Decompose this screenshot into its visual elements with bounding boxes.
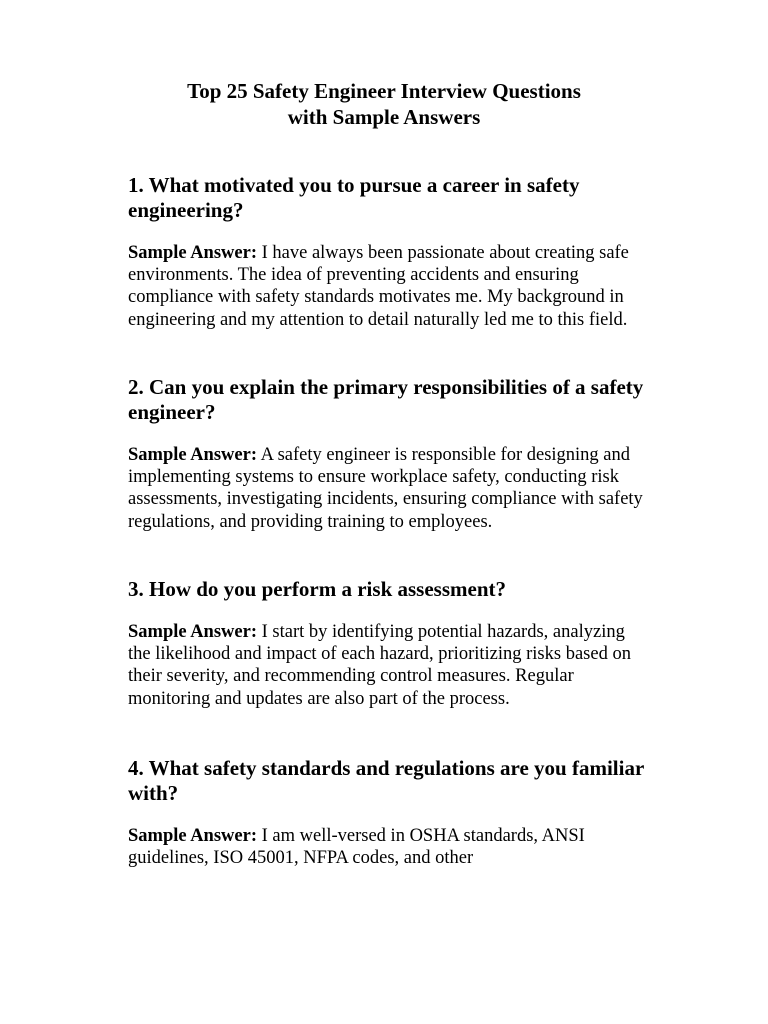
document-title bbox=[128, 78, 640, 130]
answer-text: I have always been passionate about creating safe environments. The idea of preventing accidents and ensuring compliance with safety standards motivates me. My background in engineering and my attention to detail naturally led me to this field. bbox=[128, 243, 629, 330]
question-1: 1. What motivated you to pursue a career in safety engineering? bbox=[128, 173, 580, 222]
answer-3 bbox=[128, 621, 648, 710]
answer-label: Sample Answer: bbox=[128, 243, 257, 263]
answer-label: Sample Answer: bbox=[128, 622, 257, 642]
answer-1 bbox=[128, 242, 648, 331]
question-3: 3. How do you perform a risk assessment? bbox=[128, 577, 506, 601]
qa-item-2 bbox=[128, 375, 648, 533]
answer-label: Sample Answer: bbox=[128, 445, 257, 465]
answer-text: I start by identifying potential hazards, analyzing the likelihood and impact of each hazard, prioritizing risks based on their severity, and recommending control measures. Regular monitoring and updates are also part of the process. bbox=[128, 622, 631, 709]
answer-4 bbox=[128, 825, 648, 869]
answer-2 bbox=[128, 444, 648, 533]
question-4: 4. What safety standards and regulations are you familiar with? bbox=[128, 756, 644, 805]
qa-item-4 bbox=[128, 756, 648, 869]
qa-item-3 bbox=[128, 577, 648, 710]
answer-text: A safety engineer is responsible for designing and implementing systems to ensure workplace safety, conducting risk assessments, investigating incidents, ensuring compliance with safety regulations, and providing training to employees. bbox=[128, 445, 643, 532]
answer-label: Sample Answer: bbox=[128, 826, 257, 846]
answer-text: I am well-versed in OSHA standards, ANSI guidelines, ISO 45001, NFPA codes, and other bbox=[128, 826, 585, 869]
title-line-1: Top 25 Safety Engineer Interview Questions bbox=[187, 79, 581, 103]
question-2: 2. Can you explain the primary responsibilities of a safety engineer? bbox=[128, 375, 644, 424]
title-line-2: with Sample Answers bbox=[287, 105, 481, 129]
qa-item-1 bbox=[128, 173, 648, 331]
